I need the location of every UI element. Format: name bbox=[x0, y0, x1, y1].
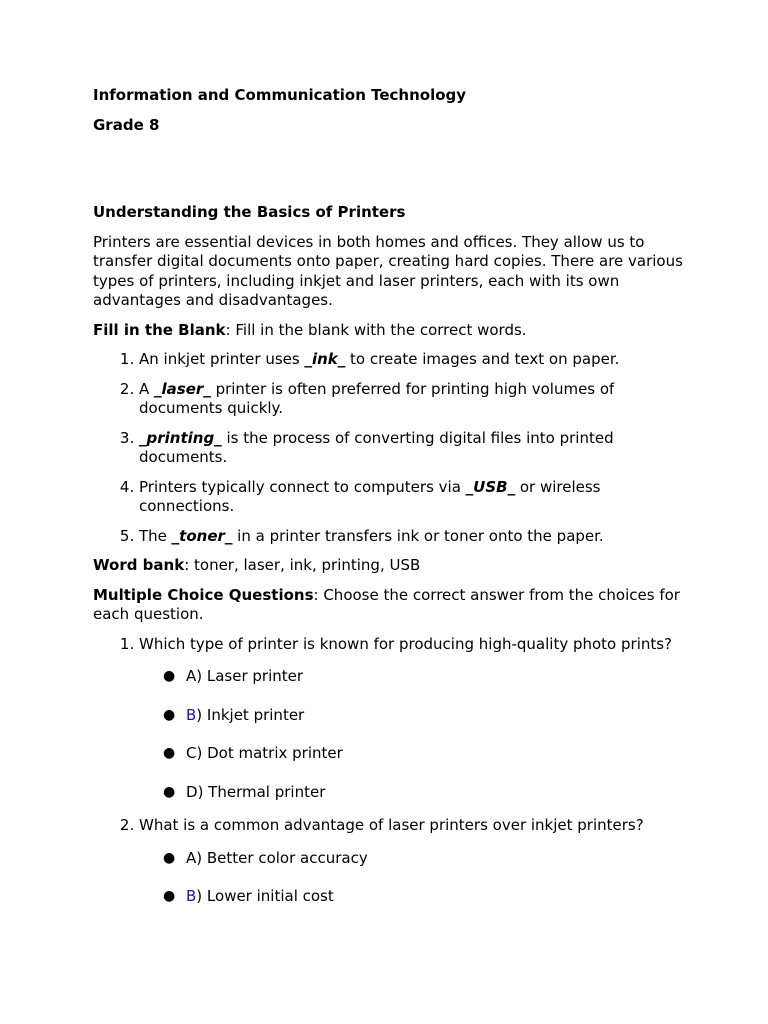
blank-answer: _toner_ bbox=[171, 526, 233, 545]
multiple-choice-text: : Choose the correct answer from the choices for each question. bbox=[93, 585, 680, 623]
fill-blank-label: Fill in the Blank bbox=[93, 320, 226, 339]
item-text: or wireless connections. bbox=[139, 477, 601, 515]
options-list bbox=[139, 667, 683, 802]
fill-blank-item bbox=[139, 429, 683, 468]
fill-blank-item bbox=[139, 380, 683, 419]
question-text: Which type of printer is known for producing high-quality photo prints? bbox=[139, 634, 673, 653]
item-text: Printers typically connect to computers via bbox=[139, 477, 466, 496]
item-text: A bbox=[139, 379, 155, 398]
item-text: to create images and text on paper. bbox=[345, 350, 620, 368]
document-page bbox=[93, 86, 683, 921]
bullet-icon: ● bbox=[163, 888, 176, 904]
option-letter: A bbox=[186, 848, 197, 867]
item-text: An inkjet printer uses bbox=[139, 350, 305, 368]
item-text: The bbox=[139, 526, 172, 545]
question-item bbox=[139, 635, 683, 803]
blank-answer: _USB_ bbox=[465, 477, 516, 496]
subject-title: Information and Communication Technology bbox=[93, 86, 467, 104]
word-bank-label: Word bank bbox=[93, 556, 185, 574]
option-letter: A bbox=[186, 667, 197, 685]
grade-label: Grade 8 bbox=[93, 115, 160, 134]
item-text: in a printer transfers ink or toner onto the paper. bbox=[232, 526, 604, 545]
option-text: ) Laser printer bbox=[196, 667, 304, 685]
bullet-icon: ● bbox=[163, 706, 176, 723]
fill-blank-item bbox=[139, 478, 683, 517]
option-text: ) Better color accuracy bbox=[196, 848, 368, 867]
question-text: What is a common advantage of laser printers over inkjet printers? bbox=[139, 816, 644, 834]
option-text: ) Inkjet printer bbox=[196, 705, 305, 724]
fill-blank-instruction bbox=[93, 321, 683, 341]
bullet-icon: ● bbox=[163, 849, 176, 866]
blank-answer: _laser_ bbox=[154, 379, 211, 398]
option-item bbox=[163, 706, 683, 726]
word-bank-words: : toner, laser, ink, printing, USB bbox=[184, 556, 421, 574]
question-item bbox=[139, 816, 683, 907]
option-letter: D bbox=[186, 782, 198, 801]
option-letter: B bbox=[186, 705, 197, 724]
item-text: is the process of converting digital files into printed documents. bbox=[139, 428, 614, 466]
option-text: ) Lower initial cost bbox=[196, 887, 334, 905]
item-text: printer is often preferred for printing high volumes of documents quickly. bbox=[139, 379, 615, 417]
option-item bbox=[163, 667, 683, 687]
option-letter: C bbox=[186, 744, 197, 762]
multiple-choice-list bbox=[93, 635, 683, 907]
option-item bbox=[163, 887, 683, 907]
option-item bbox=[163, 849, 683, 869]
option-text: ) Thermal printer bbox=[197, 782, 326, 801]
options-list bbox=[139, 849, 683, 907]
fill-blank-list bbox=[93, 350, 683, 546]
blank-space bbox=[93, 145, 683, 203]
bullet-icon: ● bbox=[163, 783, 176, 800]
intro-paragraph: Printers are essential devices in both homes and offices. They allow us to transfer digital documents onto paper, creating hard copies. There are various types of printers, including inkjet and laser printers, each with its own advantages and disadvantages. bbox=[93, 232, 683, 309]
fill-blank-text: : Fill in the blank with the correct words. bbox=[225, 320, 527, 339]
section-heading: Understanding the Basics of Printers bbox=[93, 203, 406, 221]
option-text: ) Dot matrix printer bbox=[196, 744, 343, 762]
option-item bbox=[163, 744, 683, 764]
option-letter: B bbox=[186, 887, 197, 905]
option-item bbox=[163, 783, 683, 803]
fill-blank-item bbox=[139, 527, 683, 547]
blank-answer: _ink_ bbox=[304, 350, 346, 368]
bullet-icon: ● bbox=[163, 745, 176, 761]
multiple-choice-instruction bbox=[93, 586, 683, 625]
multiple-choice-label: Multiple Choice Questions bbox=[93, 585, 314, 604]
fill-blank-item bbox=[139, 350, 683, 370]
bullet-icon: ● bbox=[163, 668, 176, 684]
blank-answer: _printing_ bbox=[139, 428, 222, 447]
word-bank bbox=[93, 556, 683, 576]
